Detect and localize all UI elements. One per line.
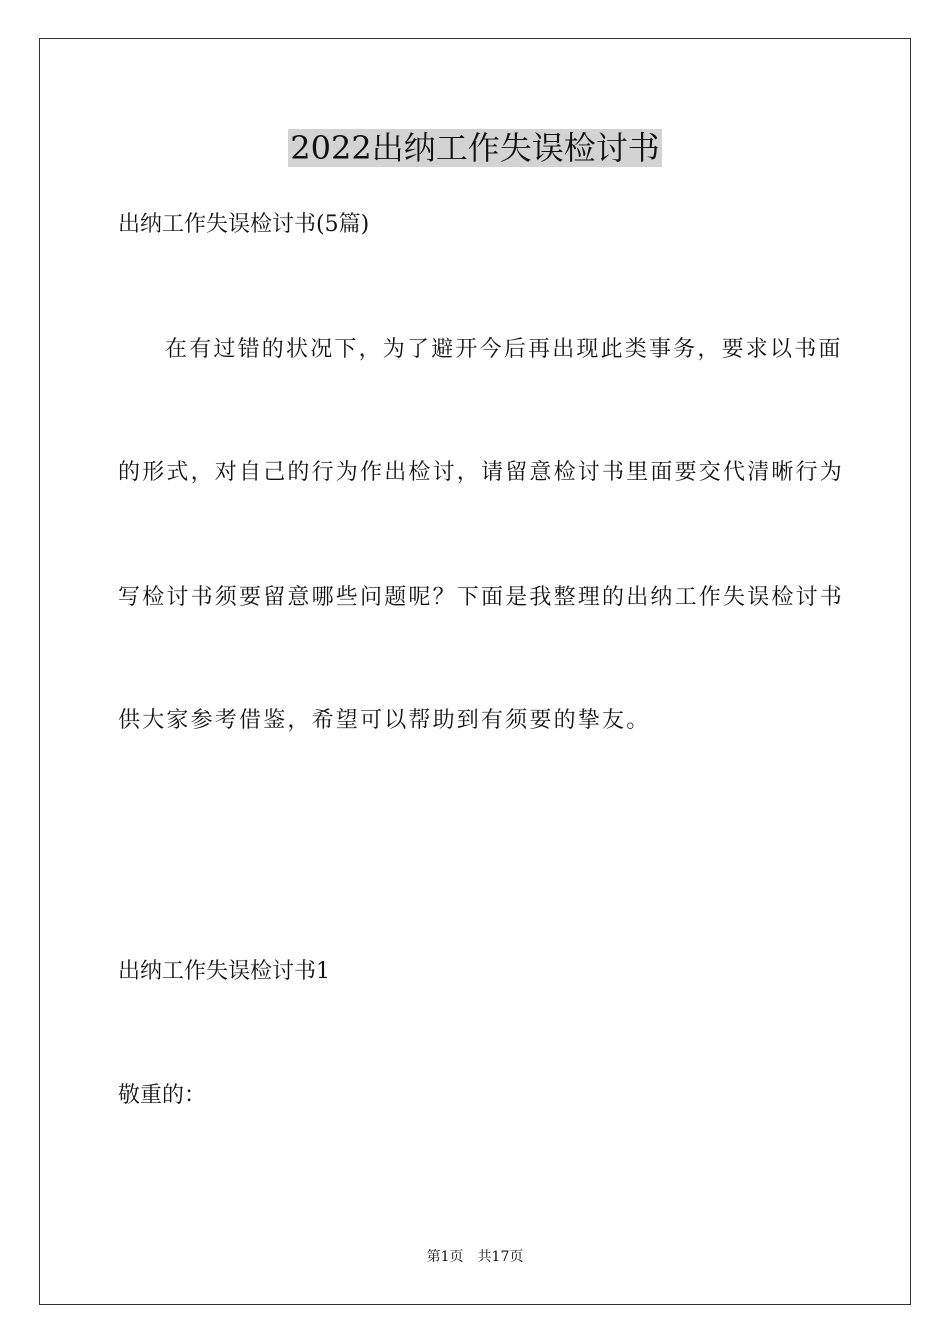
section-heading: 出纳工作失误检讨书1 (118, 959, 330, 984)
salutation: 敬重的： (118, 1083, 207, 1108)
page-footer: 第1页 共17页 (426, 1249, 524, 1265)
intro-paragraph-line-1: 在有过错的状况下，为了避开今后再出现此类事务，要求以书面 (165, 337, 843, 362)
document-subtitle: 出纳工作失误检讨书(5篇) (118, 212, 370, 237)
intro-paragraph-line-3: 写检讨书须要留意哪些问题呢？下面是我整理的出纳工作失误检讨书 (118, 585, 845, 610)
document-title (0, 126, 950, 170)
intro-paragraph-line-2: 的形式，对自己的行为作出检讨，请留意检讨书里面要交代清晰行为 (118, 460, 845, 485)
document-title-text: 2022出纳工作失误检讨书 (290, 129, 660, 167)
intro-paragraph-line-4: 供大家参考借鉴，希望可以帮助到有须要的挚友。 (118, 708, 651, 733)
